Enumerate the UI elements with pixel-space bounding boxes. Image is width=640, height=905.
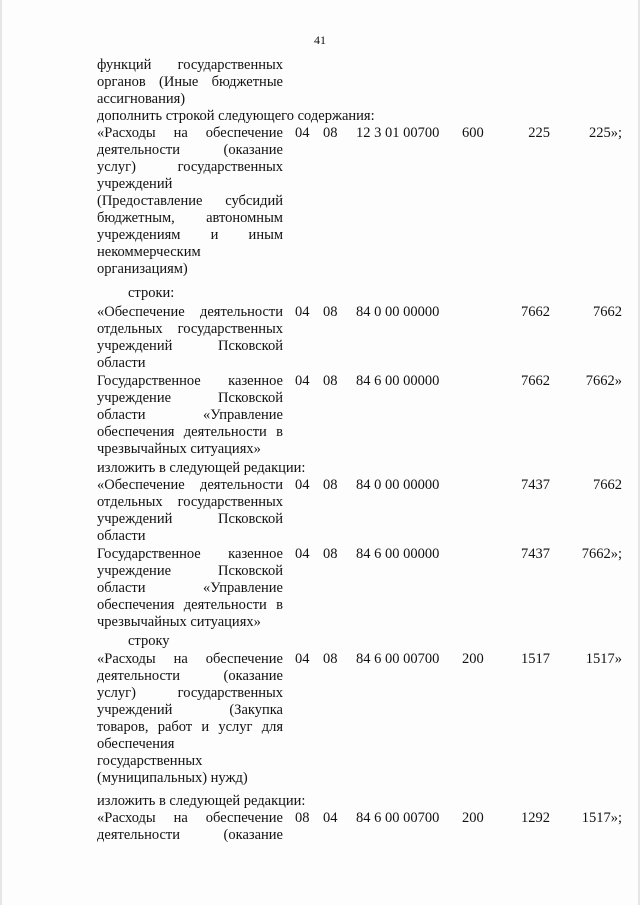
instruction-replace: изложить в следующей редакции: bbox=[97, 460, 306, 476]
section-code: 04 bbox=[295, 651, 310, 667]
subsection-code: 08 bbox=[323, 546, 338, 562]
amount-1: 7437 bbox=[521, 477, 550, 493]
section-code: 04 bbox=[295, 304, 310, 320]
row6-values bbox=[0, 651, 640, 668]
target-article-code: 84 6 00 00000 bbox=[356, 546, 440, 562]
row2-line: учреждений Псковской bbox=[97, 338, 283, 354]
row6-line: услуг) государственных bbox=[97, 685, 283, 701]
subsection-code: 08 bbox=[323, 373, 338, 389]
row7-line: деятельности (оказание bbox=[97, 827, 283, 843]
row3-line: учреждение Псковской bbox=[97, 390, 283, 406]
intro-fragment bbox=[97, 57, 283, 108]
row1-line: организациям) bbox=[97, 261, 188, 277]
row4-values bbox=[0, 477, 640, 494]
row3-values bbox=[0, 373, 640, 390]
expense-type-code: 200 bbox=[462, 651, 484, 667]
row6-line: обеспечения bbox=[97, 736, 175, 752]
amount-2: 1517» bbox=[585, 651, 622, 667]
page-number: 41 bbox=[314, 33, 326, 47]
section-code: 04 bbox=[295, 546, 310, 562]
amount-1: 1517 bbox=[521, 651, 550, 667]
instruction-lines: строки: bbox=[128, 285, 175, 301]
amount-2: 1517»; bbox=[581, 810, 622, 826]
row5-line: области «Управление bbox=[97, 580, 283, 596]
expense-type-code: 600 bbox=[462, 125, 484, 141]
amount-1: 7437 bbox=[521, 546, 550, 562]
subsection-code: 04 bbox=[323, 810, 338, 826]
row3-line: Государственное казенное bbox=[97, 373, 283, 389]
row1-line: (Предоставление субсидий bbox=[97, 193, 283, 209]
amount-2: 7662» bbox=[585, 373, 622, 389]
section-code: 04 bbox=[295, 477, 310, 493]
row6-line: «Расходы на обеспечение bbox=[97, 651, 283, 667]
amount-1: 7662 bbox=[521, 304, 550, 320]
amount-2: 225»; bbox=[588, 125, 622, 141]
row3-line: чрезвычайных ситуациях» bbox=[97, 441, 261, 457]
row5-line: учреждение Псковской bbox=[97, 563, 283, 579]
row6-description bbox=[97, 651, 283, 787]
section-code: 04 bbox=[295, 373, 310, 389]
row2-line: «Обеспечение деятельности bbox=[97, 304, 283, 320]
subsection-code: 08 bbox=[323, 304, 338, 320]
row1-line: учреждениям и иным bbox=[97, 227, 283, 243]
target-article-code: 84 0 00 00000 bbox=[356, 477, 440, 493]
target-article-code: 84 0 00 00000 bbox=[356, 304, 440, 320]
row3-line: области «Управление bbox=[97, 407, 283, 423]
row5-values bbox=[0, 546, 640, 563]
row1-description bbox=[97, 125, 283, 278]
row1-line: «Расходы на обеспечение bbox=[97, 125, 283, 141]
row4-line: отдельных государственных bbox=[97, 494, 283, 510]
row5-line: обеспечения деятельности в bbox=[97, 597, 283, 613]
amount-2: 7662 bbox=[593, 477, 622, 493]
row4-line: области bbox=[97, 528, 146, 544]
row2-values bbox=[0, 304, 640, 321]
row4-line: учреждений Псковской bbox=[97, 511, 283, 527]
amount-2: 7662»; bbox=[581, 546, 622, 562]
row1-line: бюджетным, автономным bbox=[97, 210, 283, 226]
instruction-line: строку bbox=[128, 633, 170, 649]
subsection-code: 08 bbox=[323, 651, 338, 667]
subsection-code: 08 bbox=[323, 125, 338, 141]
row6-line: деятельности (оказание bbox=[97, 668, 283, 684]
row7-line: «Расходы на обеспечение bbox=[97, 810, 283, 826]
target-article-code: 84 6 00 00000 bbox=[356, 373, 440, 389]
intro-line: функций государственных bbox=[97, 57, 283, 73]
row1-line: деятельности (оказание bbox=[97, 142, 283, 158]
expense-type-code: 200 bbox=[462, 810, 484, 826]
row6-line: (муниципальных) нужд) bbox=[97, 770, 248, 786]
row1-line: учреждений bbox=[97, 176, 173, 192]
amount-2: 7662 bbox=[593, 304, 622, 320]
amount-1: 225 bbox=[528, 125, 550, 141]
row5-line: чрезвычайных ситуациях» bbox=[97, 614, 261, 630]
row1-line: услуг) государственных bbox=[97, 159, 283, 175]
section-code: 04 bbox=[295, 125, 310, 141]
subsection-code: 08 bbox=[323, 477, 338, 493]
section-code: 08 bbox=[295, 810, 310, 826]
target-article-code: 12 3 01 00700 bbox=[356, 125, 440, 141]
row5-line: Государственное казенное bbox=[97, 546, 283, 562]
row2-line: отдельных государственных bbox=[97, 321, 283, 337]
row1-line: некоммерческим bbox=[97, 244, 201, 260]
instruction-replace-2: изложить в следующей редакции: bbox=[97, 793, 306, 809]
amount-1: 1292 bbox=[521, 810, 550, 826]
row2-line: области bbox=[97, 355, 146, 371]
instruction-add: дополнить строкой следующего содержания: bbox=[97, 108, 375, 124]
row4-line: «Обеспечение деятельности bbox=[97, 477, 283, 493]
row3-line: обеспечения деятельности в bbox=[97, 424, 283, 440]
row6-line: учреждений (Закупка bbox=[97, 702, 283, 718]
row7-values bbox=[0, 810, 640, 827]
intro-line: ассигнования) bbox=[97, 91, 186, 107]
row6-line: государственных bbox=[97, 753, 203, 769]
intro-line: органов (Иные бюджетные bbox=[97, 74, 283, 90]
row6-line: товаров, работ и услуг для bbox=[97, 719, 283, 735]
amount-1: 7662 bbox=[521, 373, 550, 389]
target-article-code: 84 6 00 00700 bbox=[356, 651, 440, 667]
row1-values bbox=[0, 125, 640, 142]
target-article-code: 84 6 00 00700 bbox=[356, 810, 440, 826]
